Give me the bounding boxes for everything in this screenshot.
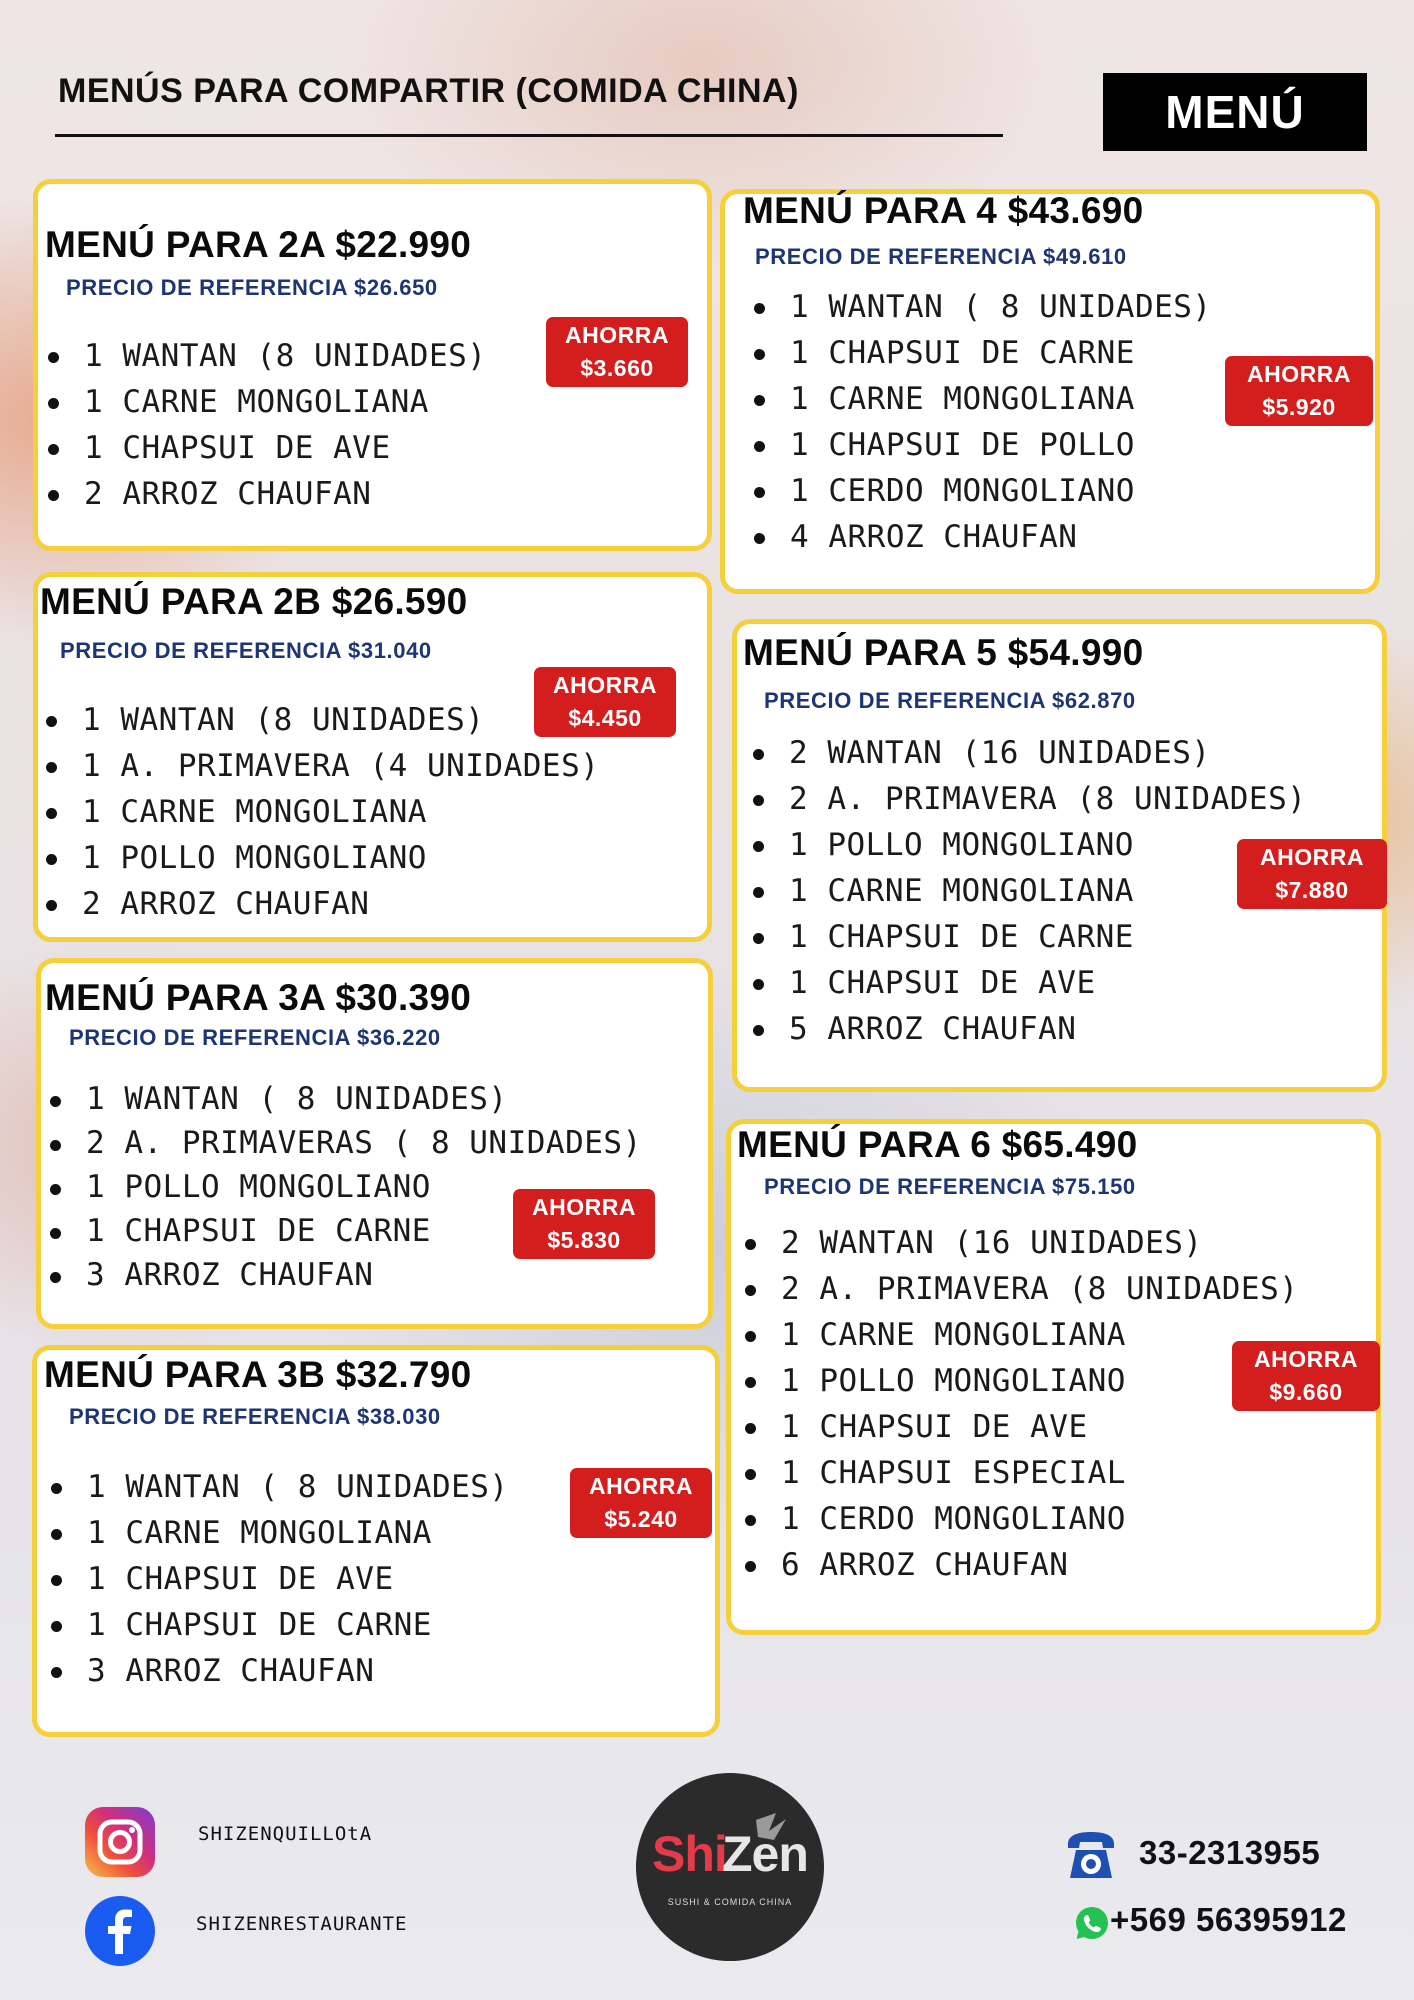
savings-amount: $5.240 [604, 1506, 678, 1532]
menu-title: MENÚ PARA 2B $26.590 [40, 581, 468, 622]
savings-label: AHORRA [553, 672, 657, 698]
menu-item-list [42, 333, 486, 517]
savings-amount: $3.660 [580, 355, 654, 381]
list-item: 1 CHAPSUI DE CARNE [45, 1602, 509, 1648]
list-item: 1 CARNE MONGOLIANA [45, 1510, 509, 1556]
list-item: 2 A. PRIMAVERA (8 UNIDADES) [739, 1266, 1298, 1312]
menu-card-2a [33, 179, 712, 551]
list-item: 1 CARNE MONGOLIANA [40, 789, 599, 835]
list-item: 1 WANTAN ( 8 UNIDADES) [45, 1464, 509, 1510]
list-item: 1 POLLO MONGOLIANO [44, 1165, 642, 1209]
menu-item-list [747, 730, 1306, 1052]
whatsapp-icon [1073, 1904, 1111, 1942]
list-item: 1 CHAPSUI DE POLLO [748, 422, 1212, 468]
menu-title: MENÚ PARA 3B $32.790 [44, 1354, 472, 1395]
savings-badge [534, 667, 676, 737]
list-item: 1 WANTAN ( 8 UNIDADES) [748, 284, 1212, 330]
savings-amount: $5.830 [547, 1227, 621, 1253]
list-item: 1 WANTAN ( 8 UNIDADES) [44, 1077, 642, 1121]
savings-badge [546, 317, 688, 387]
list-item: 1 CARNE MONGOLIANA [42, 379, 486, 425]
reference-price: PRECIO DE REFERENCIA $31.040 [60, 638, 432, 663]
whatsapp-number[interactable]: +569 56395912 [1110, 1901, 1347, 1938]
reference-price: PRECIO DE REFERENCIA $38.030 [69, 1404, 441, 1429]
list-item: 5 ARROZ CHAUFAN [747, 1006, 1306, 1052]
savings-label: AHORRA [1254, 1346, 1358, 1372]
savings-label: AHORRA [565, 322, 669, 348]
phone-number[interactable]: 33-2313955 [1139, 1834, 1321, 1871]
list-item: 2 A. PRIMAVERAS ( 8 UNIDADES) [44, 1121, 642, 1165]
menu-title: MENÚ PARA 5 $54.990 [743, 632, 1144, 673]
list-item: 2 WANTAN (16 UNIDADES) [747, 730, 1306, 776]
savings-label: AHORRA [1260, 844, 1364, 870]
logo-tagline: SUSHI & COMIDA CHINA [667, 1897, 793, 1907]
savings-badge [1237, 839, 1387, 909]
list-item: 3 ARROZ CHAUFAN [44, 1253, 642, 1297]
reference-price: PRECIO DE REFERENCIA $26.650 [66, 275, 438, 300]
list-item: 1 POLLO MONGOLIANO [739, 1358, 1298, 1404]
list-item: 1 CARNE MONGOLIANA [739, 1312, 1298, 1358]
header-divider [55, 134, 1003, 137]
reference-price: PRECIO DE REFERENCIA $75.150 [764, 1174, 1136, 1199]
list-item: 2 WANTAN (16 UNIDADES) [739, 1220, 1298, 1266]
savings-badge [570, 1468, 712, 1538]
instagram-icon[interactable] [85, 1807, 155, 1877]
menu-item-list [45, 1464, 509, 1694]
list-item: 1 CERDO MONGOLIANO [748, 468, 1212, 514]
menu-item-list [748, 284, 1212, 560]
menu-card-3a [36, 958, 713, 1329]
menu-card-6 [726, 1119, 1381, 1635]
instagram-handle[interactable]: SHIZENQUILLOtA [198, 1823, 373, 1845]
list-item: 1 CHAPSUI DE AVE [747, 960, 1306, 1006]
list-item: 1 WANTAN (8 UNIDADES) [42, 333, 486, 379]
savings-amount: $5.920 [1262, 394, 1336, 420]
list-item: 1 CARNE MONGOLIANA [748, 376, 1212, 422]
logo-text-zen: Zen [722, 1826, 808, 1882]
facebook-handle[interactable]: SHIZENRESTAURANTE [196, 1913, 408, 1935]
menu-title: MENÚ PARA 6 $65.490 [737, 1124, 1138, 1165]
list-item: 1 WANTAN (8 UNIDADES) [40, 697, 599, 743]
list-item: 1 A. PRIMAVERA (4 UNIDADES) [40, 743, 599, 789]
menu-item-list [40, 697, 599, 927]
list-item: 1 CHAPSUI DE AVE [42, 425, 486, 471]
menu-card-4 [720, 189, 1380, 594]
menu-card-5 [732, 619, 1387, 1092]
menu-title: MENÚ PARA 2A $22.990 [45, 224, 472, 265]
savings-amount: $7.880 [1275, 877, 1349, 903]
menu-badge: MENÚ [1103, 73, 1367, 151]
reference-price: PRECIO DE REFERENCIA $62.870 [764, 688, 1136, 713]
savings-badge [1232, 1341, 1380, 1411]
list-item: 4 ARROZ CHAUFAN [748, 514, 1212, 560]
list-item: 1 CHAPSUI ESPECIAL [739, 1450, 1298, 1496]
menu-item-list [44, 1077, 642, 1297]
reference-price: PRECIO DE REFERENCIA $36.220 [69, 1025, 441, 1050]
list-item: 1 CERDO MONGOLIANO [739, 1496, 1298, 1542]
menu-title: MENÚ PARA 3A $30.390 [45, 977, 472, 1018]
list-item: 2 ARROZ CHAUFAN [40, 881, 599, 927]
logo-text-shi: Shi [652, 1826, 727, 1882]
menu-card-2b [33, 572, 712, 942]
list-item: 2 A. PRIMAVERA (8 UNIDADES) [747, 776, 1306, 822]
reference-price: PRECIO DE REFERENCIA $49.610 [755, 244, 1127, 269]
savings-amount: $9.660 [1269, 1379, 1343, 1405]
list-item: 1 CHAPSUI DE AVE [45, 1556, 509, 1602]
savings-amount: $4.450 [568, 705, 642, 731]
list-item: 3 ARROZ CHAUFAN [45, 1648, 509, 1694]
list-item: 1 CARNE MONGOLIANA [747, 868, 1306, 914]
page-title: MENÚS PARA COMPARTIR (COMIDA CHINA) [58, 72, 799, 110]
menu-card-3b [32, 1345, 720, 1737]
savings-badge [513, 1189, 655, 1259]
list-item: 1 POLLO MONGOLIANO [747, 822, 1306, 868]
list-item: 1 CHAPSUI DE AVE [739, 1404, 1298, 1450]
list-item: 1 POLLO MONGOLIANO [40, 835, 599, 881]
menu-item-list [739, 1220, 1298, 1588]
menu-title: MENÚ PARA 4 $43.690 [743, 190, 1144, 231]
savings-label: AHORRA [1247, 361, 1351, 387]
savings-label: AHORRA [532, 1194, 636, 1220]
list-item: 1 CHAPSUI DE CARNE [44, 1209, 642, 1253]
facebook-icon[interactable] [85, 1896, 155, 1966]
list-item: 1 CHAPSUI DE CARNE [748, 330, 1212, 376]
list-item: 1 CHAPSUI DE CARNE [747, 914, 1306, 960]
list-item: 6 ARROZ CHAUFAN [739, 1542, 1298, 1588]
shizen-logo [636, 1773, 824, 1961]
list-item: 2 ARROZ CHAUFAN [42, 471, 486, 517]
savings-label: AHORRA [589, 1473, 693, 1499]
savings-badge [1225, 356, 1373, 426]
telephone-icon [1062, 1828, 1120, 1884]
